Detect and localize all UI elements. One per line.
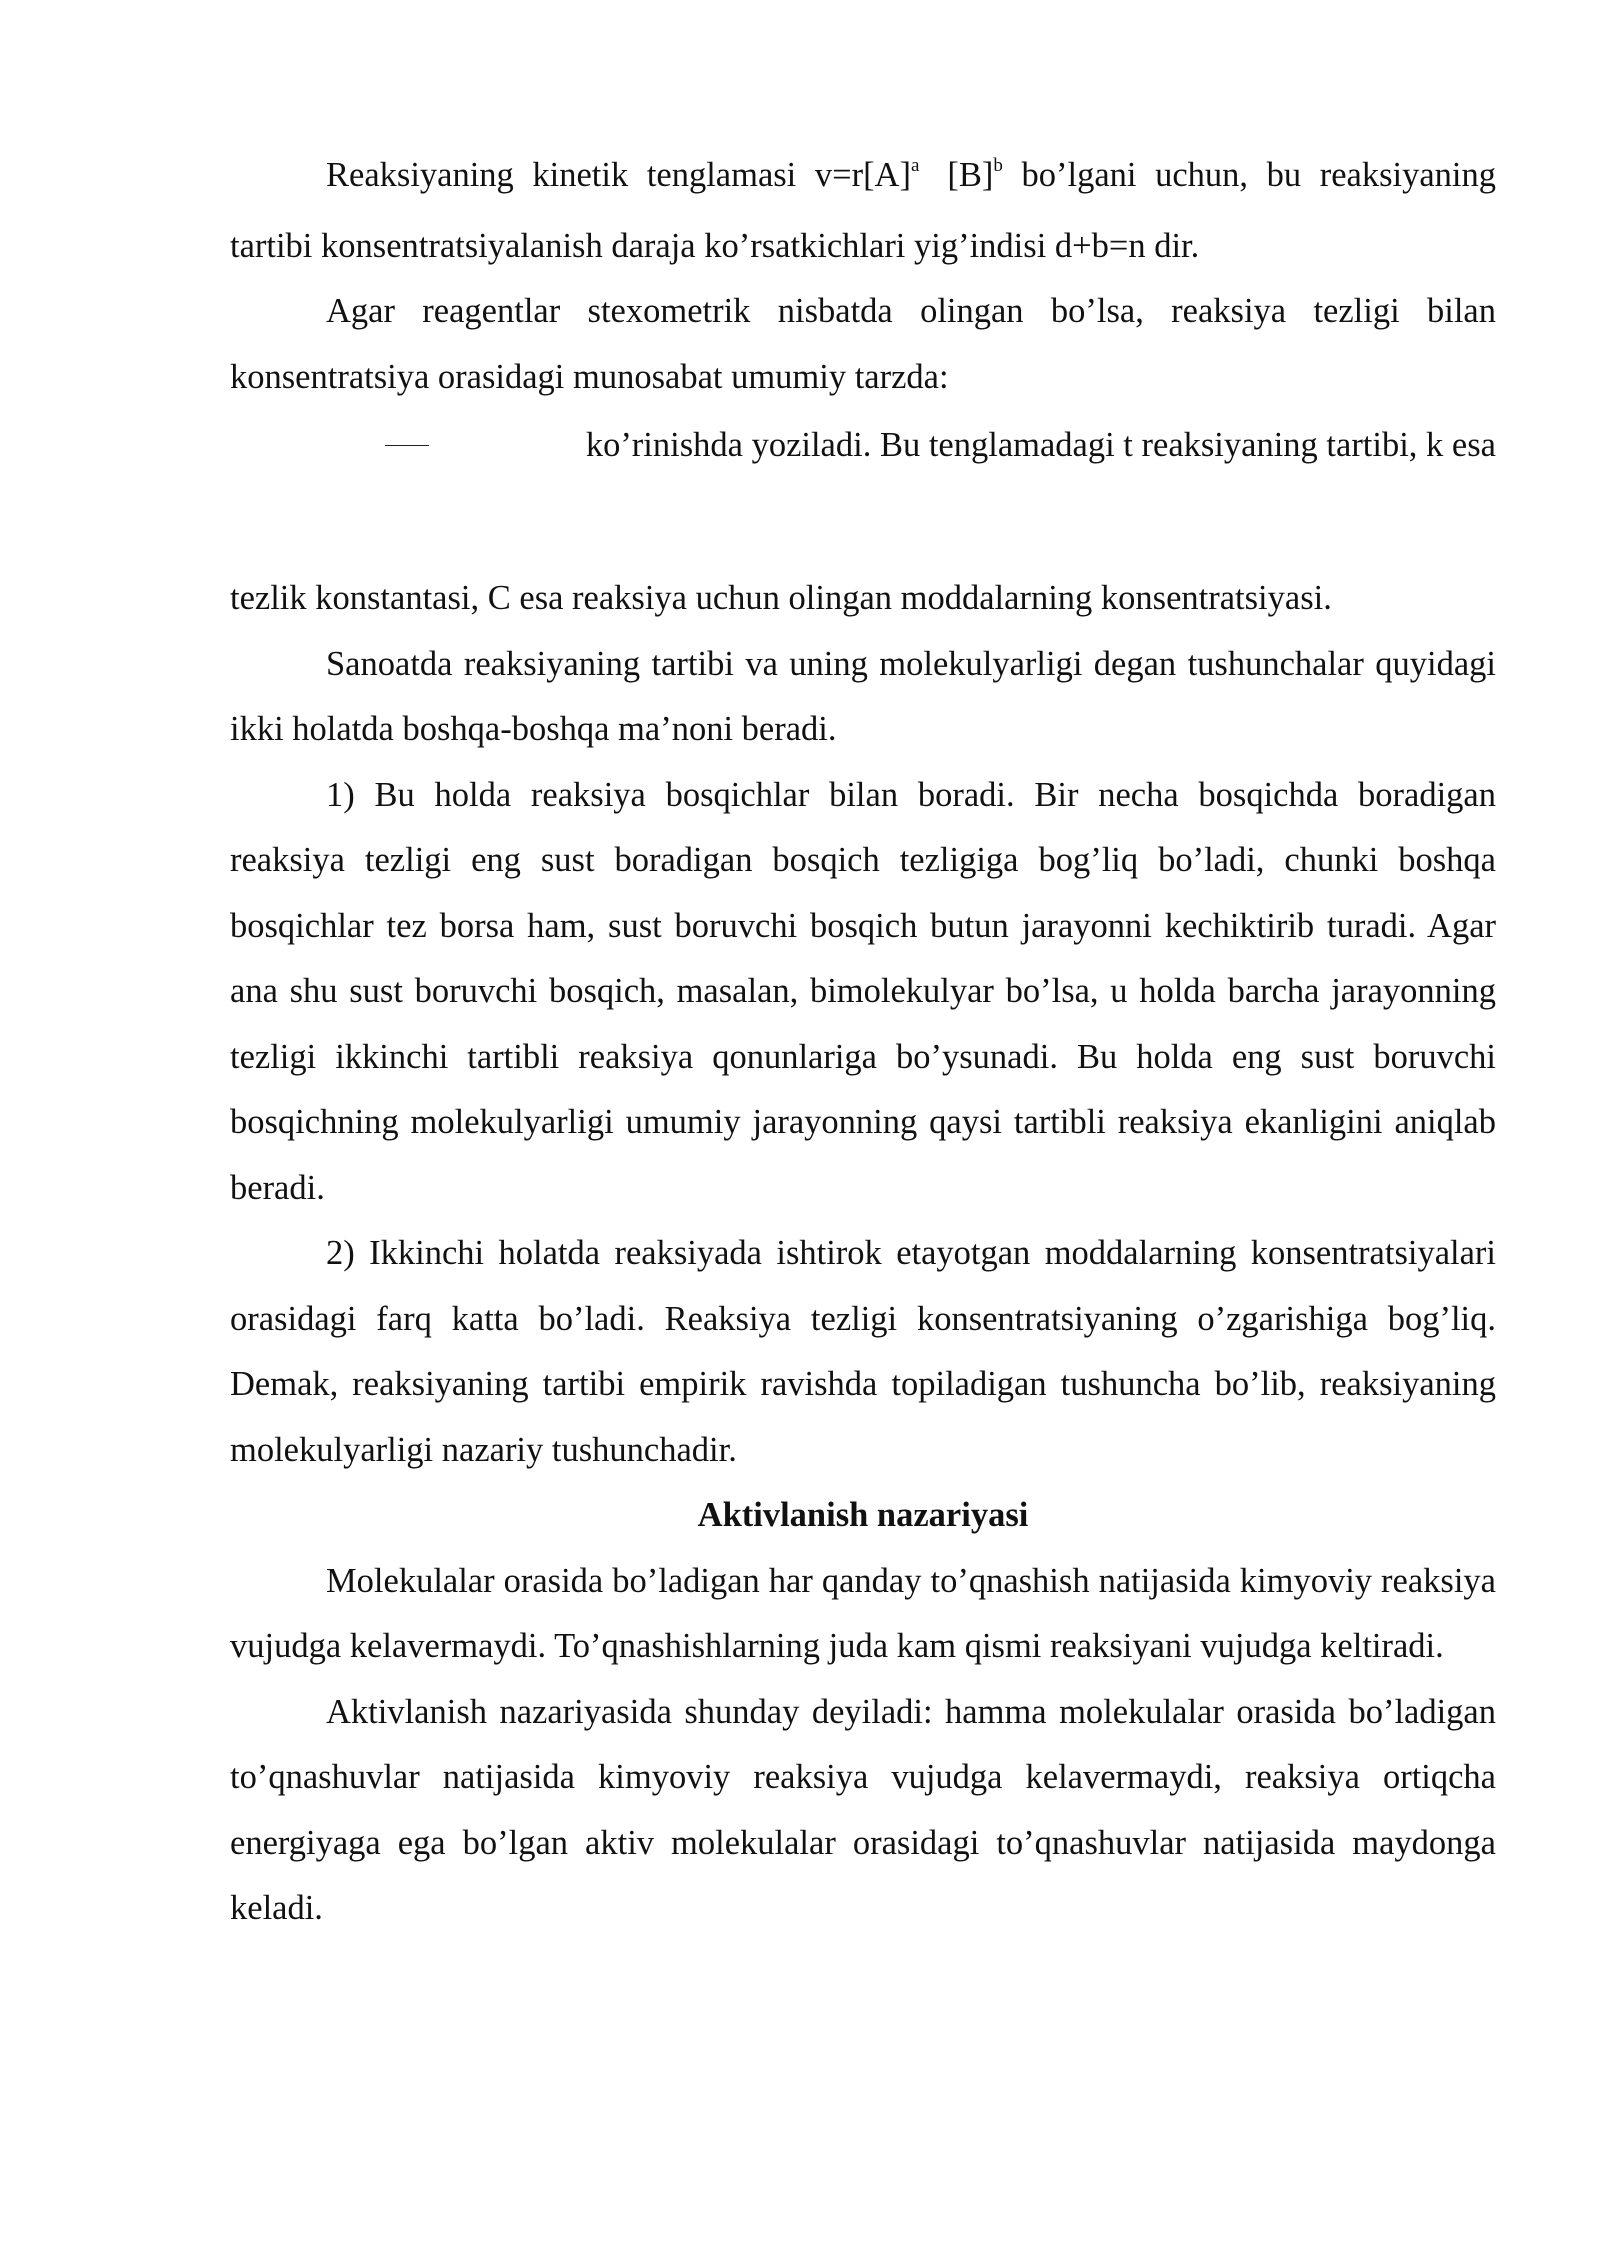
formula-line (230, 410, 1496, 494)
paragraph-case-1: 1) Bu holda reaksiya bosqichlar bilan boradi. Bir necha bosqichda boradigan reaksiya tezligi eng sust boradigan bosqich tezligiga bog’liq bo’ladi, chunki boshqa bosqichlar tez borsa ham, sust boruvchi bosqich butun jarayonni kechiktirib turadi. Agar ana shu sust boruvchi bosqich, masalan, bimolekulyar bo’lsa, u holda barcha jarayonning tezligi ikkinchi tartibli reaksiya qonunlariga bo’ysunadi. Bu holda eng sust boruvchi bosqichning molekulyarligi umumiy jarayonning qaysi tartibli reaksiya ekanligini aniqlab beradi. (230, 775, 1496, 1207)
kinetic-equation-lead: Reaksiyaning kinetik tenglamasi v=r[A] (326, 156, 911, 194)
paragraph-case-2: 2) Ikkinchi holatda reaksiyada ishtirok etayotgan moddalarning konsentratsiyalari orasidagi farq katta bo’ladi. Reaksiya tezligi konsentratsiyaning o’zgarishiga bog’liq. Demak, reaksiyaning tartibi empirik ravishda topiladigan tushuncha bo’lib, reaksiyaning molekulyarligi nazariy tushunchadir. (230, 1234, 1496, 1469)
section-heading: Aktivlanish nazariyasi (697, 1496, 1029, 1534)
text-block-top (230, 143, 1496, 494)
exponent-b: b (993, 155, 1003, 176)
paragraph-industry: Sanoatda reaksiyaning tartibi va uning molekulyarligi degan tushunchalar quyidagi ikki holatda boshqa-boshqa ma’noni beradi. (230, 644, 1496, 748)
kinetic-equation-tail: bo’lgani uchun, bu reaksiyaning tartibi konsentratsiyalanish daraja ko’rsatkichlari yig’indisi d+b=n dir. (230, 156, 1496, 265)
formula-fraction-bar (385, 445, 429, 446)
exponent-a: a (910, 155, 920, 176)
kinetic-equation-mid: [B] (947, 156, 994, 194)
paragraph-activation-theory: Aktivlanish nazariyasida shunday deyiladi: hamma molekulalar orasida bo’ladigan to’qnashuvlar natijasida kimyoviy reaksiya vujudga kelavermaydi, reaksiya ortiqcha energiyaga ega bo’lgan aktiv molekulalar orasidagi to’qnashuvlar natijasida maydonga keladi. (230, 1692, 1496, 1927)
paragraph-stoichiometric: Agar reagentlar stexometrik nisbatda olingan bo’lsa, reaksiya tezligi bilan konsentratsiya orasidagi munosabat umumiy tarzda: (230, 292, 1496, 396)
paragraph-kinetic-equation (230, 143, 1496, 279)
formula-line-text: ko’rinishda yoziladi. Bu tenglamadagi t reaksiyaning tartibi, k esa (585, 426, 1496, 464)
text-block-main (230, 566, 1496, 1942)
paragraph-collisions: Molekulalar orasida bo’ladigan har qanday to’qnashish natijasida kimyoviy reaksiya vujudga kelavermaydi. To’qnashishlarning juda kam qismi reaksiyani vujudga keltiradi. (230, 1561, 1496, 1665)
paragraph-rate-constant: tezlik konstantasi, C esa reaksiya uchun olingan moddalarning konsentratsiyasi. (230, 579, 1332, 617)
